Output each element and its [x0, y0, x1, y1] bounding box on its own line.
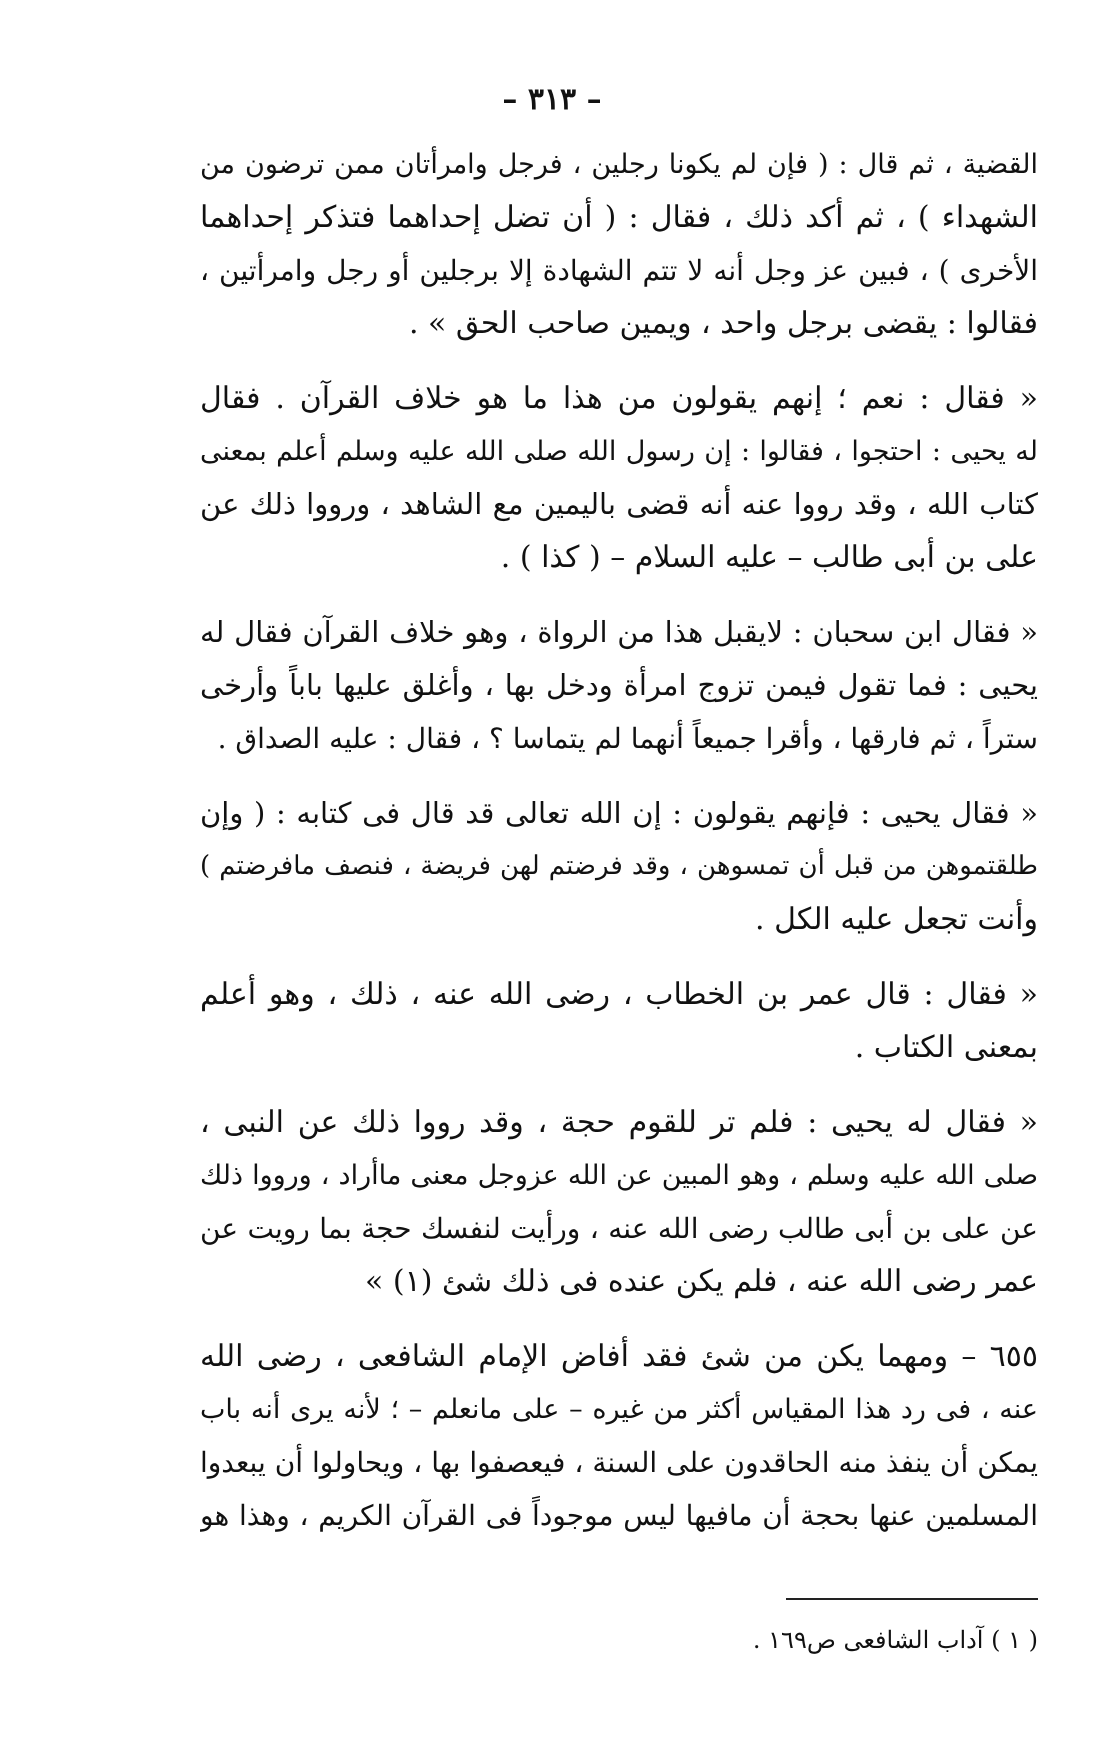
text-line: له يحيى : احتجوا ، فقالوا : إن رسول الله صلى الله عليه وسلم أعلم بمعنى: [200, 436, 1038, 467]
text-line: الأخرى ) ، فبين عز وجل أنه لا تتم الشهادة إلا برجلين أو رجل وامرأتين ،: [200, 254, 1038, 287]
text-line: عن على بن أبى طالب رضى الله عنه ، ورأيت لنفسك حجة بما رويت عن: [200, 1212, 1038, 1245]
text-line: طلقتموهن من قبل أن تمسوهن ، وقد فرضتم لهن فريضة ، فنصف مافرضتم ): [200, 851, 1038, 881]
text-line: المسلمين عنها بحجة أن مافيها ليس موجوداً فى القرآن الكريم ، وهذا هو: [200, 1499, 1038, 1532]
body-text: [200, 138, 1038, 1564]
text-line: الشهداء ) ، ثم أكد ذلك ، فقال : ( أن تضل إحداهما فتذكر إحداهما: [200, 200, 1038, 235]
text-line: عنه ، فى رد هذا المقياس أكثر من غيره – على مانعلم – ؛ لأنه يرى أنه باب: [200, 1394, 1038, 1425]
paragraph: [200, 1330, 1038, 1542]
paragraph: [200, 787, 1038, 946]
text-line: « فقال يحيى : فإنهم يقولون : إن الله تعالى قد قال فى كتابه : ( وإن: [200, 796, 1038, 830]
text-line: « فقال له يحيى : فلم تر للقوم حجة ، وقد رووا ذلك عن النبى ،: [200, 1105, 1038, 1140]
text-line: ستراً ، ثم فارقها ، وأقرا جميعاً أنهما لم يتماسا ؟ ، فقال : عليه الصداق .: [217, 722, 1038, 755]
text-line: عمر رضى الله عنه ، فلم يكن عنده فى ذلك شئ (١) »: [365, 1264, 1038, 1299]
paragraph: [200, 606, 1038, 765]
text-line: « فقال ابن سحبان : لايقبل هذا من الرواة ، وهو خلاف القرآن فقال له: [200, 615, 1038, 649]
text-line: فقالوا : يقضى برجل واحد ، ويمين صاحب الحق » .: [408, 306, 1038, 341]
paragraph: [200, 372, 1038, 584]
text-line: على بن أبى طالب – عليه السلام – ( كذا ) .: [500, 540, 1038, 575]
footnote-divider: [786, 1598, 1038, 1600]
paragraph: [200, 138, 1038, 350]
text-line: « فقال : قال عمر بن الخطاب ، رضى الله عنه ، ذلك ، وهو أعلم: [200, 977, 1038, 1012]
paragraph: [200, 968, 1038, 1074]
text-line: القضية ، ثم قال : ( فإن لم يكونا رجلين ، فرجل وامرأتان ممن ترضون من: [200, 149, 1038, 180]
text-line: ٦٥٥ – ومهما يكن من شئ فقد أفاض الإمام الشافعى ، رضى الله: [200, 1339, 1038, 1374]
paragraph: [200, 1096, 1038, 1308]
text-line: وأنت تجعل عليه الكل .: [755, 902, 1038, 937]
text-line: يحيى : فما تقول فيمن تزوج امرأة ودخل بها ، وأغلق عليها باباً وأرخى: [200, 668, 1038, 702]
text-line: كتاب الله ، وقد رووا عنه أنه قضى باليمين مع الشاهد ، ورووا ذلك عن: [200, 487, 1038, 521]
page-number: – ٣١٣ –: [502, 82, 602, 117]
text-line: صلى الله عليه وسلم ، وهو المبين عن الله عزوجل معنى ماأراد ، ورووا ذلك: [200, 1160, 1038, 1191]
text-line: يمكن أن ينفذ منه الحاقدون على السنة ، فيعصفوا بها ، ويحاولوا أن يبعدوا: [200, 1446, 1038, 1479]
text-line: بمعنى الكتاب .: [854, 1030, 1038, 1065]
footnote: ( ١ ) آداب الشافعى ص١٦٩ .: [752, 1626, 1038, 1654]
text-line: « فقال : نعم ؛ إنهم يقولون من هذا ما هو خلاف القرآن . فقال: [200, 381, 1038, 416]
